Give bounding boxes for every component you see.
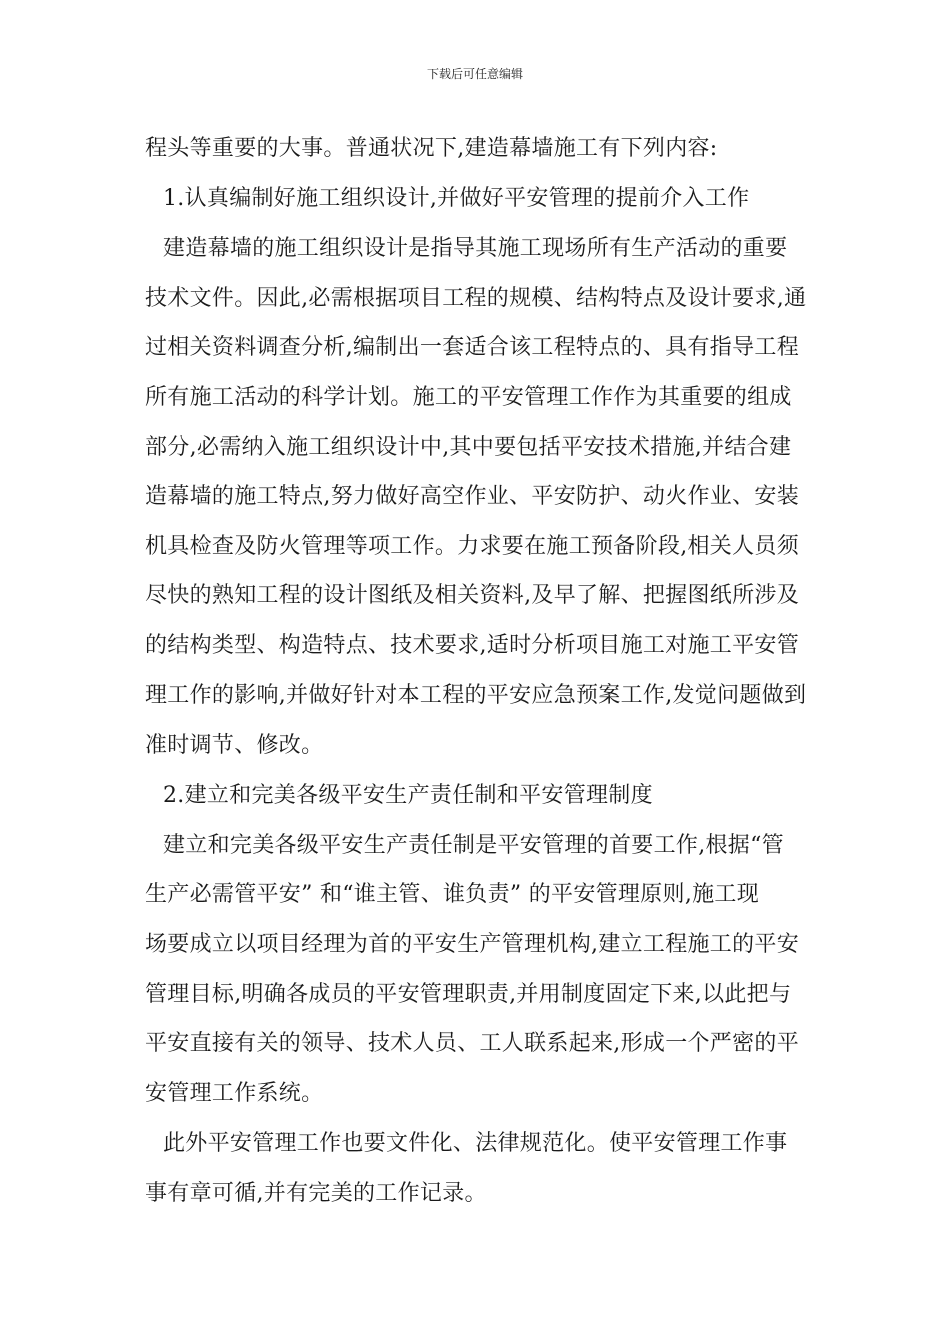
paragraph-line: 技术文件。因此,必需根据项目工程的规模、结构特点及设计要求,通 [145,286,807,311]
paragraph-line: 场要成立以项目经理为首的平安生产管理机构,建立工程施工的平安 [145,932,799,957]
paragraph-line: 平安直接有关的领导、技术人员、工人联系起来,形成一个严密的平 [145,1031,799,1056]
paragraph-line: 过相关资料调查分析,编制出一套适合该工程特点的、具有指导工程 [145,335,799,360]
paragraph-line: 管理目标,明确各成员的平安管理职责,并用制度固定下来,以此把与 [145,982,792,1007]
paragraph-line: 尽快的熟知工程的设计图纸及相关资料,及早了解、把握图纸所涉及 [145,583,799,608]
paragraph-line: 安管理工作系统。 [145,1081,324,1106]
page-header: 下载后可任意编辑 [426,67,523,81]
paragraph-line: 建造幕墙的施工组织设计是指导其施工现场所有生产活动的重要 [163,236,788,261]
paragraph-line: 所有施工活动的科学计划。施工的平安管理工作作为其重要的组成 [145,385,792,410]
paragraph-line: 的结构类型、构造特点、技术要求,适时分析项目施工对施工平安管 [145,633,799,658]
section-heading-1: 1.认真编制好施工组织设计,并做好平安管理的提前介入工作 [163,186,750,211]
section-heading-2: 2.建立和完美各级平安生产责任制和平安管理制度 [163,783,653,808]
paragraph-line: 机具检查及防火管理等项工作。力求要在施工预备阶段,相关人员须 [145,534,799,559]
paragraph-line: 事有章可循,并有完美的工作记录。 [145,1181,487,1206]
paragraph-line: 部分,必需纳入施工组织设计中,其中要包括平安技术措施,并结合建 [145,435,792,460]
paragraph-line: 生产必需管平安” 和“谁主管、谁负责” 的平安管理原则,施工现 [145,882,760,907]
paragraph-line: 程头等重要的大事。普通状况下,建造幕墙施工有下列内容: [145,136,718,161]
paragraph-line: 此外平安管理工作也要文件化、法律规范化。使平安管理工作事 [163,1131,788,1156]
paragraph-line: 理工作的影响,并做好针对本工程的平安应急预案工作,发觉问题做到 [145,683,807,708]
paragraph-line: 建立和完美各级平安生产责任制是平安管理的首要工作,根据“管 [163,833,784,858]
paragraph-line: 造幕墙的施工特点,努力做好高空作业、平安防护、动火作业、安装 [145,484,799,509]
paragraph-line: 准时调节、修改。 [145,733,324,758]
